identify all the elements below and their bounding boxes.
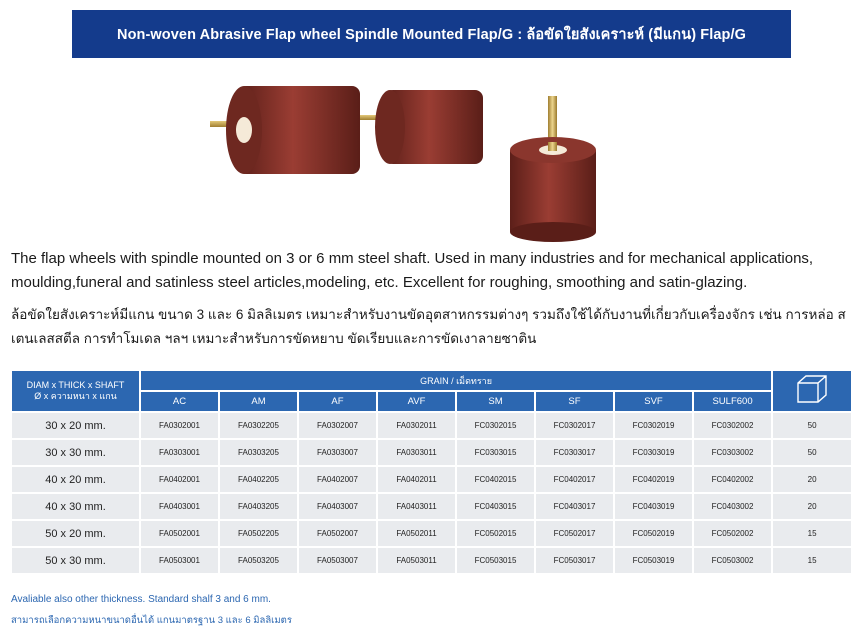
product-code: FC0403015: [457, 494, 534, 519]
description-english: The flap wheels with spindle mounted on 3 or 6 mm steel shaft. Used in many industries and for mechanical applications, moulding,funeral and satinless steel articles,modeling, etc. Excellent for roughing, smoothing and satin-glazing.: [11, 250, 814, 291]
product-code: FA0503001: [141, 548, 218, 573]
grain-code-header: AF: [299, 392, 376, 411]
product-code: FC0403019: [615, 494, 692, 519]
flap-wheel-large: [226, 86, 360, 174]
product-code: FC0302019: [615, 413, 692, 438]
row-size: 50 x 30 mm.: [12, 548, 139, 573]
grain-code-header: SM: [457, 392, 534, 411]
product-code: FA0502011: [378, 521, 455, 546]
product-code: FC0502015: [457, 521, 534, 546]
grain-code-header: SVF: [615, 392, 692, 411]
table-row: [12, 521, 851, 546]
product-code: FC0303015: [457, 440, 534, 465]
product-code: FA0503011: [378, 548, 455, 573]
grain-code-header: SULF600: [694, 392, 771, 411]
product-code: FA0503007: [299, 548, 376, 573]
product-code: FA0402001: [141, 467, 218, 492]
row-quantity: 15: [773, 521, 851, 546]
product-code: FC0502017: [536, 521, 613, 546]
product-code: FA0503205: [220, 548, 297, 573]
row-size: 40 x 30 mm.: [12, 494, 139, 519]
product-code: FA0302001: [141, 413, 218, 438]
product-code: FA0403011: [378, 494, 455, 519]
table-row: [12, 467, 851, 492]
product-code: FC0403017: [536, 494, 613, 519]
footnote-thai: สามารถเลือกความหนาขนาดอื่นได้ แกนมาตรฐาน 3 และ 6 มิลลิเมตร: [11, 615, 292, 626]
product-code: FC0503002: [694, 548, 771, 573]
product-code: FC0303017: [536, 440, 613, 465]
product-code: FC0503015: [457, 548, 534, 573]
spec-table: [10, 369, 853, 575]
product-code: FC0402017: [536, 467, 613, 492]
footnote-english: Avaliable also other thickness. Standard shalf 3 and 6 mm.: [11, 594, 271, 605]
product-code: FA0302011: [378, 413, 455, 438]
product-code: FA0303001: [141, 440, 218, 465]
row-quantity: 20: [773, 467, 851, 492]
flap-wheel-standing: [510, 137, 596, 242]
product-code: FC0302015: [457, 413, 534, 438]
product-code: FA0402007: [299, 467, 376, 492]
product-code: FC0503017: [536, 548, 613, 573]
grain-header: GRAIN / เม็ดทราย: [141, 371, 771, 390]
product-code: FC0402015: [457, 467, 534, 492]
product-code: FC0303002: [694, 440, 771, 465]
row-size: 30 x 20 mm.: [12, 413, 139, 438]
product-code: FA0302205: [220, 413, 297, 438]
description-thai: ล้อขัดใยสังเคราะห์มีแกน ขนาด 3 และ 6 มิลลิเมตร เหมาะสำหรับงานขัดอุตสาหกรรมต่างๆ รวมถึงใช้ได้กับงานที่เกี่ยวกับเครื่องจักร เช่น การหล่อ สเตนเลสสตีล การทำโมเดล ฯลฯ เหมาะสำหรับการขัดหยาบ ขัดเรียบและการขัดเงาลายซาติน: [11, 307, 846, 346]
product-code: FA0403205: [220, 494, 297, 519]
product-code: FC0402019: [615, 467, 692, 492]
dimension-header-en: DIAM x THICK x SHAFT: [26, 380, 125, 390]
product-code: FA0303011: [378, 440, 455, 465]
product-code: FC0302017: [536, 413, 613, 438]
product-code: FC0502002: [694, 521, 771, 546]
quantity-header: [773, 371, 851, 411]
product-code: FC0402002: [694, 467, 771, 492]
product-code: FA0502205: [220, 521, 297, 546]
product-code: FA0402205: [220, 467, 297, 492]
product-code: FC0502019: [615, 521, 692, 546]
table-row: [12, 413, 851, 438]
flap-wheel-medium: [375, 90, 483, 164]
product-code: FA0303007: [299, 440, 376, 465]
product-code: FC0302002: [694, 413, 771, 438]
dimension-header: [12, 371, 139, 411]
row-size: 30 x 30 mm.: [12, 440, 139, 465]
grain-code-header: AM: [220, 392, 297, 411]
product-code: FA0303205: [220, 440, 297, 465]
dimension-header-th: Ø x ความหนา x แกน: [34, 391, 117, 401]
row-size: 40 x 20 mm.: [12, 467, 139, 492]
row-size: 50 x 20 mm.: [12, 521, 139, 546]
product-code: FA0403007: [299, 494, 376, 519]
product-photo: [200, 72, 600, 242]
row-quantity: 50: [773, 413, 851, 438]
box-icon: [794, 373, 830, 405]
product-code: FC0303019: [615, 440, 692, 465]
product-code: FA0502007: [299, 521, 376, 546]
product-code: FC0403002: [694, 494, 771, 519]
product-code: FA0402011: [378, 467, 455, 492]
product-code: FC0503019: [615, 548, 692, 573]
grain-code-header: AVF: [378, 392, 455, 411]
row-quantity: 15: [773, 548, 851, 573]
table-row: [12, 494, 851, 519]
row-quantity: 20: [773, 494, 851, 519]
page-title: Non-woven Abrasive Flap wheel Spindle Mounted Flap/G : ล้อขัดใยสังเคราะห์ (มีแกน) Flap/G: [72, 10, 791, 58]
table-row: [12, 440, 851, 465]
product-code: FA0502001: [141, 521, 218, 546]
grain-code-header: AC: [141, 392, 218, 411]
table-row: [12, 548, 851, 573]
product-code: FA0403001: [141, 494, 218, 519]
product-code: FA0302007: [299, 413, 376, 438]
row-quantity: 50: [773, 440, 851, 465]
grain-code-header: SF: [536, 392, 613, 411]
